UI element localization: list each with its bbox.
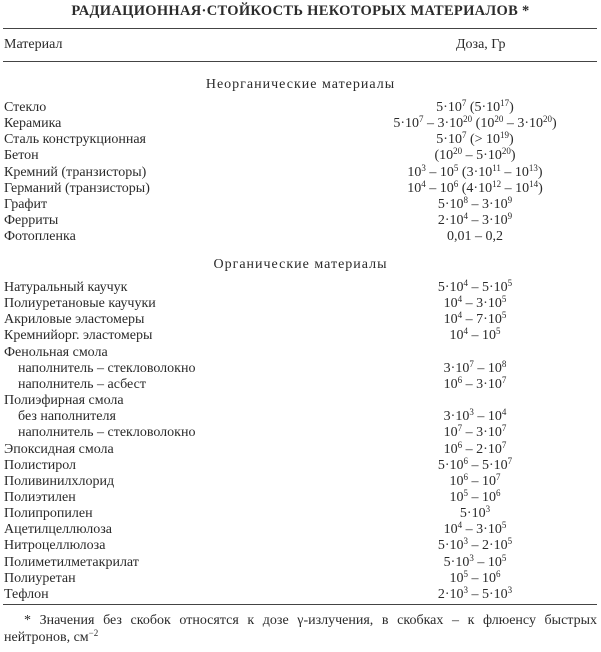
table-row: [0, 393, 601, 409]
top-rule: [3, 28, 597, 29]
table-row: [0, 116, 601, 132]
dose-value: $10^4 - 7\cdot 10^5$: [443, 310, 507, 328]
column-header-material: Материал: [4, 37, 63, 52]
material-name: наполнитель – стекловолокно: [18, 360, 196, 376]
dose-value: $5\cdot 10^7 - 3\cdot 10^{20}$ $(10^{20} - 3\cdot 10^{20})$: [393, 114, 557, 132]
dose-value: $10^5 - 10^6$: [449, 568, 501, 586]
table-title: РАДИАЦИОННАЯ·СТОЙКОСТЬ НЕКОТОРЫХ МАТЕРИАЛОВ *: [71, 3, 530, 19]
dose-value: $10^6 - 10^7$: [449, 471, 501, 489]
material-name: Ацетилцеллюлоза: [4, 522, 112, 538]
footnote: * Значения без скобок относятся к дозе γ-излучения, в скобках – к флюенсу быстрых нейтронов, $см^{-2}$: [4, 613, 597, 645]
table-row: [0, 538, 601, 554]
table-row: [0, 148, 601, 164]
header-rule: [3, 61, 597, 62]
material-name: Тефлон: [4, 586, 49, 602]
material-name: Полиуретан: [4, 570, 76, 586]
dose-value: $5\cdot 10^6 - 5\cdot 10^7$: [437, 455, 513, 473]
table-row: [0, 584, 601, 603]
material-name: Кремнийорг. эластомеры: [4, 328, 153, 344]
table-row: [0, 229, 601, 245]
section-heading: Неорганические материалы: [205, 77, 396, 92]
material-name: наполнитель – стекловолокно: [18, 425, 196, 441]
dose-value: $(10^{20} - 5\cdot 10^{20})$: [434, 146, 516, 164]
table-row: [0, 552, 601, 571]
dose-value: $3\cdot 10^3 - 10^4$: [443, 407, 507, 425]
dose-value: $5\cdot 10^7$ $(5\cdot 10^{17})$: [436, 98, 514, 115]
table-row: [0, 213, 601, 229]
material-name: Кремний (транзисторы): [4, 164, 147, 180]
material-name: Натуральный каучук: [4, 280, 128, 295]
dose-value: $2\cdot 10^4 - 3\cdot 10^9$: [437, 211, 513, 229]
material-name: Полиэтилен: [4, 489, 76, 505]
material-name: Ферриты: [4, 213, 59, 229]
dose-value: $5\cdot 10^8 - 3\cdot 10^9$: [437, 194, 513, 212]
material-name: Германий (транзисторы): [4, 180, 150, 196]
material-name: Керамика: [4, 116, 62, 132]
material-name: Фотопленка: [4, 229, 76, 245]
table-row: [0, 162, 601, 181]
material-name: Акриловые эластомеры: [4, 312, 145, 328]
material-name: Полиметилметакрилат: [4, 554, 139, 570]
material-name: Полипропилен: [4, 506, 93, 522]
table-row: [0, 280, 601, 296]
dose-value: $10^4 - 3\cdot 10^5$: [443, 294, 507, 312]
material-name: Сталь конструкционная: [4, 132, 146, 148]
section-heading: Органические материалы: [213, 257, 388, 272]
table-row: [0, 455, 601, 474]
dose-value: $10^4 - 10^5$: [449, 326, 501, 344]
table-row: [0, 312, 601, 328]
table-row: [0, 358, 601, 377]
material-name: без наполнителя: [18, 409, 116, 425]
material-name: Бетон: [4, 148, 39, 164]
material-name: Графит: [4, 196, 48, 212]
dose-value: 0,01 – 0,2: [447, 229, 503, 245]
table-row: [0, 345, 601, 361]
table-row: [0, 100, 601, 116]
material-name: Стекло: [4, 100, 47, 115]
table-row: [0, 471, 601, 490]
material-name: Поливинилхлорид: [4, 473, 115, 489]
dose-value: $10^6 - 3\cdot 10^7$: [443, 374, 507, 392]
dose-value: $5\cdot 10^3 - 10^5$: [443, 552, 507, 570]
dose-value: $3\cdot 10^7 - 10^8$: [443, 358, 507, 376]
material-name: Нитроцеллюлоза: [4, 538, 106, 554]
bottom-rule: [3, 604, 597, 605]
dose-value: $5\cdot 10^3 - 2\cdot 10^5$: [437, 536, 513, 554]
material-name: Фенольная смола: [4, 344, 108, 360]
table-row: [0, 506, 601, 522]
material-name: Эпоксидная смола: [4, 441, 114, 457]
table-row: [0, 487, 601, 506]
dose-value: $2\cdot 10^3 - 5\cdot 10^3$: [437, 584, 513, 602]
material-name: Полиэфирная смола: [4, 393, 124, 409]
table-row: [0, 374, 601, 393]
table-row: [0, 409, 601, 425]
table-row: [0, 328, 601, 344]
dose-value: $10^7 - 3\cdot 10^7$: [443, 423, 507, 441]
dose-value: $10^5 - 10^6$: [449, 487, 501, 505]
dose-value: $5\cdot 10^3$: [459, 504, 491, 522]
dose-value: $10^3 - 10^5$ $(3\cdot 10^{11} - 10^{13})$: [407, 162, 543, 180]
dose-value: $10^4 - 3\cdot 10^5$: [443, 520, 507, 538]
dose-value: $10^6 - 2\cdot 10^7$: [443, 439, 507, 457]
material-name: наполнитель – асбест: [18, 376, 146, 392]
dose-value: $5\cdot 10^4 - 5\cdot 10^5$: [437, 278, 513, 295]
dose-value: $10^4 - 10^6$ $(4\cdot 10^{12} - 10^{14})$: [407, 178, 543, 196]
material-name: Полиуретановые каучуки: [4, 296, 156, 312]
material-name: Полистирол: [4, 457, 77, 473]
dose-value: $5\cdot 10^7$ (> $10^{19}$): [436, 130, 514, 148]
table-row: [0, 296, 601, 312]
column-header-dose: Доза, Гр: [456, 37, 506, 52]
table-row: [0, 425, 601, 441]
